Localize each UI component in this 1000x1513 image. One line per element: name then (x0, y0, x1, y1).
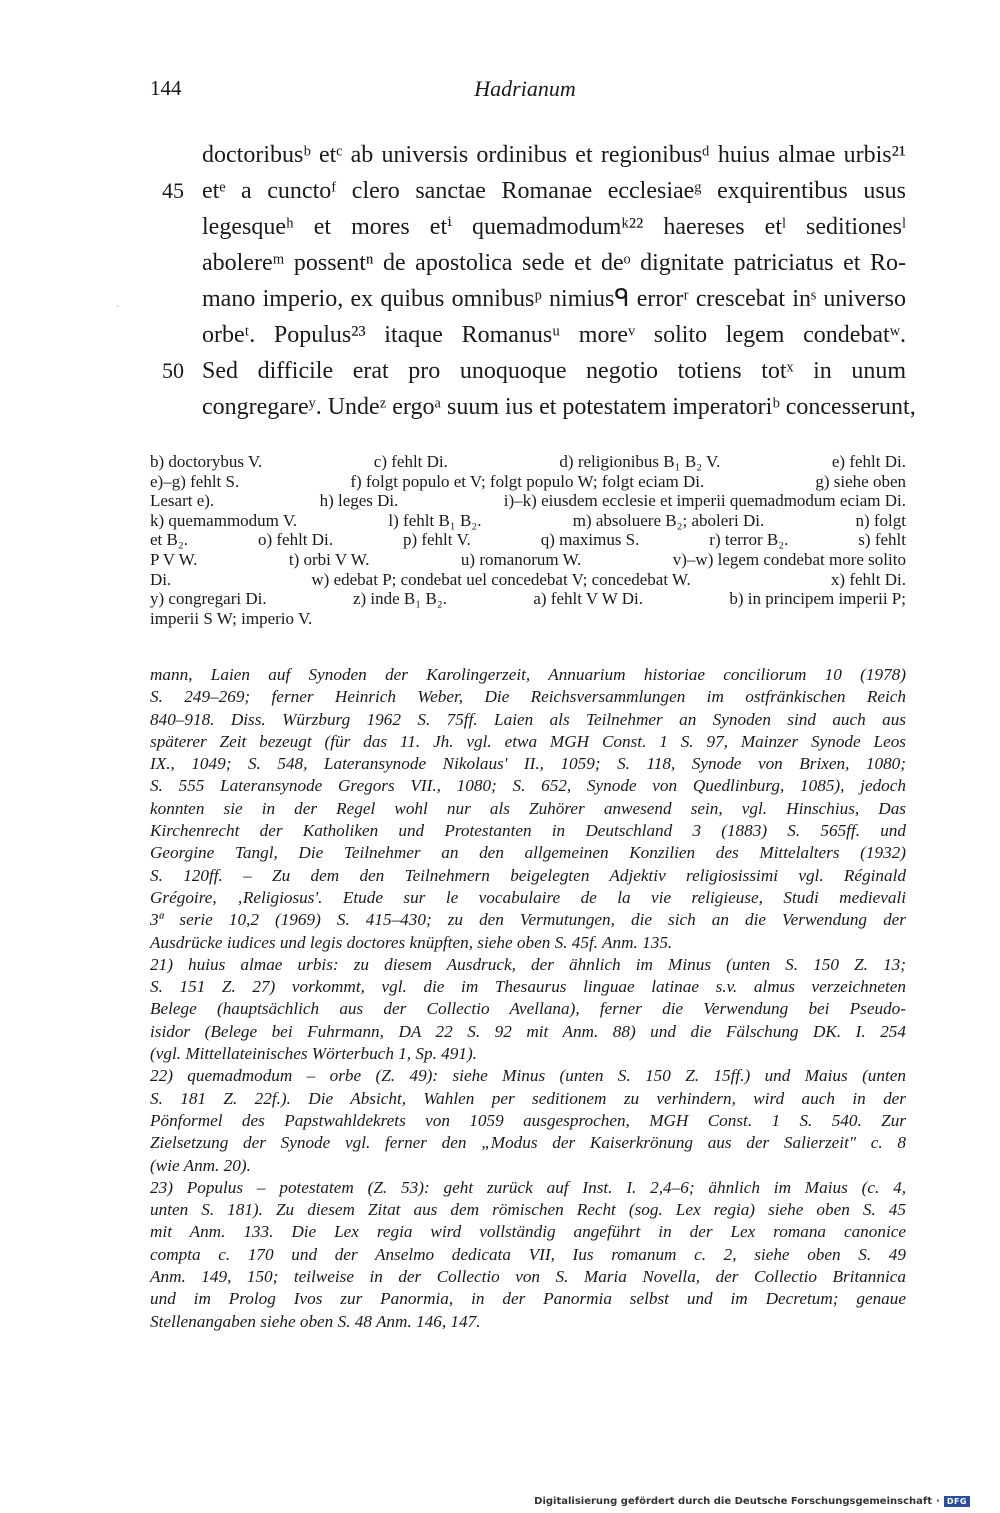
apparatus-row (150, 609, 906, 629)
text-line (150, 173, 906, 209)
commentary-line: S. 151 Z. 27) vorkommt, vgl. die im Thesaurus linguae latinae s.v. almus verzeichneten (150, 977, 906, 997)
apparatus-entry: Lesart e). (150, 491, 215, 511)
page-header (150, 76, 900, 106)
commentary-line: (vgl. Mittellateinisches Wörterbuch 1, Sp. 491). (150, 1044, 477, 1064)
commentary-line: 21) huius almae urbis: zu diesem Ausdruck, der ähnlich im Minus (unten S. 150 Z. 13; (150, 954, 906, 974)
apparatus-entry: imperii S W; imperio V. (150, 608, 313, 628)
apparatus-entry: p) fehlt V. (402, 530, 471, 550)
line-number: 45 (162, 178, 184, 203)
page-number: 144 (150, 76, 182, 100)
commentary-line: Belege (hauptsächlich aus der Collectio Avellana), ferner die Verwendung bei Pseudo- (150, 999, 906, 1019)
apparatus-entry: b) in principem imperii P; (729, 589, 906, 609)
apparatus-entry: r) terror B₂. (709, 530, 789, 550)
apparatus-entry: c) fehlt Di. (373, 452, 448, 471)
commentary-line: (wie Anm. 20). (150, 1155, 251, 1175)
commentary-line: 840–918. Diss. Würzburg 1962 S. 75ff. Laien als Teilnehmer an Synoden sind auch aus (150, 709, 906, 729)
apparatus-entry: x) fehlt Di. (830, 569, 906, 589)
line-text: abolereᵐ possentⁿ de apostolica sede et deᵒ dignitate patriciatus et Ro- (202, 250, 906, 276)
commentary-line: S. 120ff. – Zu dem den Teilnehmern beigelegten Adjektiv religiosissimi vgl. Réginald (150, 865, 906, 885)
commentary-line: Zielsetzung der Synode vgl. ferner den „Modus der Kaiserkrönung aus der Salierzeit" c. 8 (150, 1133, 906, 1153)
text-line (150, 353, 906, 389)
apparatus-entry: k) quemammodum V. (150, 510, 298, 530)
critical-apparatus (150, 452, 906, 628)
commentary-line: Grégoire, ‚Religiosus'. Etude sur le vocabulaire de la vie religieuse, Studi medievali (150, 887, 906, 907)
running-title: Hadrianum (474, 76, 576, 101)
apparatus-entry: v)–w) legem condebat more solito (672, 549, 906, 569)
line-text: mano imperio, ex quibus omnibusᵖ nimiusᑫ errorʳ crescebat inˢ universo (202, 286, 906, 312)
apparatus-entry: h) leges Di. (319, 491, 399, 511)
apparatus-row (150, 452, 906, 472)
commentary-line: S. 555 Lateransynode Gregors VII., 1080; S. 652, Synode von Quedlinburg, 1085), jedoch (150, 776, 906, 796)
apparatus-row (150, 589, 906, 609)
apparatus-entry: g) siehe oben (815, 471, 906, 491)
line-text: congregareʸ. Undeᶻ ergoᵃ suum ius et potestatem imperatoriᵇ concesserunt, (202, 394, 916, 420)
text-line (150, 245, 906, 281)
commentary-line: Georgine Tangl, Die Teilnehmer an den allgemeinen Konzilien des Mittelalters (1932) (150, 843, 906, 863)
text-line (150, 281, 906, 317)
commentary-line: compta c. 170 und der Anselmo dedicata VII, Ius romanum c. 2, siehe oben S. 49 (150, 1244, 906, 1264)
apparatus-entry: n) folgt (855, 510, 906, 530)
commentary-line: 22) quemadmodum – orbe (Z. 49): siehe Minus (unten S. 150 Z. 15ff.) und Maius (unten (150, 1066, 906, 1086)
commentary-line: Kirchenrecht der Katholiken und Protestanten in Deutschland 3 (1883) S. 565ff. und (150, 821, 906, 841)
line-text: orbeᵗ. Populus²³ itaque Romanusᵘ moreᵛ solito legem condebatʷ. (202, 322, 906, 348)
apparatus-entry: d) religionibus B₁ B₂ V. (559, 452, 721, 471)
apparatus-entry: b) doctorybus V. (150, 452, 263, 471)
commentary-line: 23) Populus – potestatem (Z. 53): geht zurück auf Inst. I. 2,4–6; ähnlich im Maius (c. 4, (150, 1177, 906, 1197)
line-text: doctoribusᵇ etᶜ ab universis ordinibus et regionibusᵈ huius almae urbis²¹ (202, 142, 906, 168)
commentary-line: Ausdrücke iudices und legis doctores knüpften, siehe oben S. 45f. Anm. 135. (150, 932, 673, 952)
apparatus-row (150, 550, 906, 570)
commentary-line: mit Anm. 133. Die Lex regia wird vollständig angeführt in der Lex romana canonice (150, 1222, 906, 1242)
apparatus-entry: q) maximus S. (540, 530, 640, 550)
apparatus-entry: et B₂. (150, 530, 189, 550)
commentary-line: Stellenangaben siehe oben S. 48 Anm. 146, 147. (150, 1311, 481, 1331)
commentary-notes (150, 664, 906, 1333)
margin-mark: ` (116, 305, 120, 316)
apparatus-entry: t) orbi V W. (288, 549, 370, 569)
commentary-line: Anm. 149, 150; teilweise in der Collectio von S. Maria Novella, der Collectio Britannica (150, 1267, 906, 1287)
apparatus-entry: e)–g) fehlt S. (150, 471, 240, 491)
apparatus-row (150, 570, 906, 590)
main-text (150, 137, 916, 425)
apparatus-entry: y) congregari Di. (150, 589, 267, 609)
apparatus-entry: Di. (150, 569, 172, 589)
text-line (150, 137, 906, 173)
apparatus-entry: z) inde B₁ B₂. (352, 589, 447, 609)
apparatus-row (150, 491, 906, 511)
line-text: Sed difficile erat pro unoquoque negotio totiens totˣ in unum (202, 358, 906, 384)
dfg-logo: DFG (944, 1496, 970, 1507)
line-text: etᵉ a cunctoᶠ clero sanctae Romanae ecclesiaeᵍ exquirentibus usus (202, 178, 906, 204)
apparatus-entry: f) folgt populo et V; folgt populo W; folgt eciam Di. (350, 471, 705, 491)
text-line (150, 209, 906, 245)
apparatus-entry: u) romanorum W. (460, 549, 582, 569)
commentary-line: späterer Zeit bezeugt (für das 11. Jh. vgl. etwa MGH Const. 1 S. 97, Mainzer Synode Leos (150, 731, 906, 751)
apparatus-entry: e) fehlt Di. (831, 452, 906, 471)
apparatus-entry: a) fehlt V W Di. (533, 589, 644, 609)
commentary-line: 3ª serie 10,2 (1969) S. 415–430; zu den Vermutungen, die sich an die Verwendung der (150, 910, 906, 930)
apparatus-entry: l) fehlt B₁ B₂. (388, 510, 482, 530)
line-number: 50 (162, 358, 184, 383)
commentary-line: S. 181 Z. 22f.). Die Absicht, Wahlen per seditionem zu verhindern, wird auch in der (150, 1088, 906, 1108)
commentary-line: und im Prolog Ivos zur Panormia, in der Panormia selbst und im Decretum; genaue (150, 1289, 906, 1309)
apparatus-entry: i)–k) eiusdem ecclesie et imperii quemadmodum eciam Di. (503, 491, 906, 511)
apparatus-entry: P V W. (150, 549, 198, 569)
commentary-line: konnten sie in der Regel wohl nur als Zuhörer anwesend sein, vgl. Hinschius, Das (150, 798, 906, 818)
apparatus-row (150, 530, 906, 550)
text-line (150, 389, 916, 425)
apparatus-entry: o) fehlt Di. (257, 530, 334, 550)
apparatus-entry: m) absoluere B₂; aboleri Di. (572, 510, 765, 530)
apparatus-row (150, 472, 906, 492)
commentary-line: unten S. 181). Zu diesem Zitat aus dem römischen Recht (sog. Lex regia) siehe oben S. 45 (150, 1200, 906, 1220)
digitization-credit (534, 1496, 970, 1507)
text-line (150, 317, 906, 353)
apparatus-entry: s) fehlt (858, 530, 906, 550)
commentary-line: IX., 1049; S. 548, Lateransynode Nikolaus' II., 1059; S. 118, Synode von Brixen, 1080; (150, 754, 906, 774)
apparatus-row (150, 511, 906, 531)
apparatus-entry: w) edebat P; condebat uel concedebat V; concedebat W. (311, 569, 691, 589)
commentary-line: isidor (Belege bei Fuhrmann, DA 22 S. 92 mit Anm. 88) und die Fälschung DK. I. 254 (150, 1021, 906, 1041)
commentary-line: Pönformel des Papstwahldekrets von 1059 ausgesprochen, MGH Const. 1 S. 540. Zur (150, 1110, 906, 1130)
credit-text: Digitalisierung gefördert durch die Deutsche Forschungsgemeinschaft (534, 1496, 933, 1507)
line-text: legesqueʰ et mores etⁱ quemadmodumᵏ²² haereses etˡ seditionesˡ (202, 214, 906, 240)
commentary-line: mann, Laien auf Synoden der Karolingerzeit, Annuarium historiae conciliorum 10 (1978) (150, 665, 906, 684)
credit-separator: · (936, 1496, 940, 1507)
commentary-line: S. 249–269; ferner Heinrich Weber, Die Reichsversammlungen im ostfränkischen Reich (150, 687, 906, 707)
